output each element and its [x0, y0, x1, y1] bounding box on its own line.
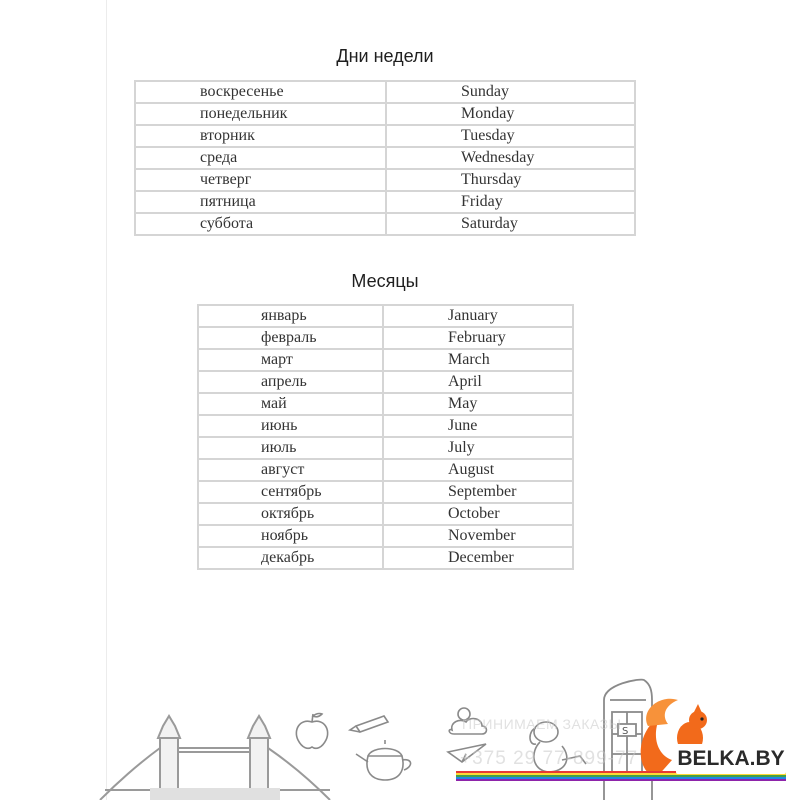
ru-cell: февраль: [198, 327, 383, 349]
en-cell: March: [383, 349, 573, 371]
ru-cell: понедельник: [135, 103, 386, 125]
ru-cell: май: [198, 393, 383, 415]
en-cell: Saturday: [386, 213, 635, 235]
table-row: [135, 81, 635, 103]
pencil-icon: [350, 716, 388, 732]
table-row: [198, 305, 573, 327]
table-row: [135, 213, 635, 235]
table-row: [198, 349, 573, 371]
en-cell: June: [383, 415, 573, 437]
paper-plane-icon: [448, 744, 486, 762]
ru-cell: суббота: [135, 213, 386, 235]
en-cell: December: [383, 547, 573, 569]
ru-cell: ноябрь: [198, 525, 383, 547]
watermark-phone: +375 29 77-899-77: [460, 748, 639, 769]
apple-icon: [296, 714, 327, 749]
table-row: [198, 393, 573, 415]
belka-logo[interactable]: BELKA.BY: [676, 744, 786, 774]
ru-cell: август: [198, 459, 383, 481]
en-cell: September: [383, 481, 573, 503]
ru-cell: апрель: [198, 371, 383, 393]
table-row: [135, 125, 635, 147]
tower-bridge-icon: [100, 716, 330, 800]
en-cell: Monday: [386, 103, 635, 125]
months-table: [197, 304, 574, 570]
table-row: [135, 169, 635, 191]
table-row: [198, 371, 573, 393]
table-row: [198, 415, 573, 437]
ru-cell: январь: [198, 305, 383, 327]
months-title: Месяцы: [351, 271, 419, 291]
ru-cell: среда: [135, 147, 386, 169]
ru-cell: июль: [198, 437, 383, 459]
days-title: Дни недели: [336, 46, 434, 66]
en-cell: October: [383, 503, 573, 525]
table-row: [135, 147, 635, 169]
ru-cell: март: [198, 349, 383, 371]
table-row: [198, 481, 573, 503]
illustration-strip: [0, 660, 800, 800]
table-row: [198, 503, 573, 525]
table-row: [135, 103, 635, 125]
en-cell: Thursday: [386, 169, 635, 191]
sun-cloud-icon: [449, 708, 486, 734]
table-row: [198, 547, 573, 569]
watermark-orders: ПРИНИМАЕМ ЗАКАЗЫ: [462, 716, 622, 732]
ru-cell: декабрь: [198, 547, 383, 569]
en-cell: February: [383, 327, 573, 349]
en-cell: April: [383, 371, 573, 393]
table-row: [198, 459, 573, 481]
ru-cell: четверг: [135, 169, 386, 191]
teapot-icon: [356, 740, 411, 780]
en-cell: Sunday: [386, 81, 635, 103]
ru-cell: вторник: [135, 125, 386, 147]
svg-text:S: S: [622, 726, 629, 737]
dog-icon: [530, 722, 586, 772]
en-cell: Wednesday: [386, 147, 635, 169]
ru-cell: пятница: [135, 191, 386, 213]
table-row: [198, 525, 573, 547]
en-cell: November: [383, 525, 573, 547]
table-row: [135, 191, 635, 213]
ru-cell: октябрь: [198, 503, 383, 525]
en-cell: July: [383, 437, 573, 459]
en-cell: May: [383, 393, 573, 415]
en-cell: August: [383, 459, 573, 481]
en-cell: January: [383, 305, 573, 327]
en-cell: Tuesday: [386, 125, 635, 147]
ru-cell: воскресенье: [135, 81, 386, 103]
ru-cell: сентябрь: [198, 481, 383, 503]
ru-cell: июнь: [198, 415, 383, 437]
days-table: [134, 80, 636, 236]
table-row: [198, 437, 573, 459]
en-cell: Friday: [386, 191, 635, 213]
table-row: [198, 327, 573, 349]
